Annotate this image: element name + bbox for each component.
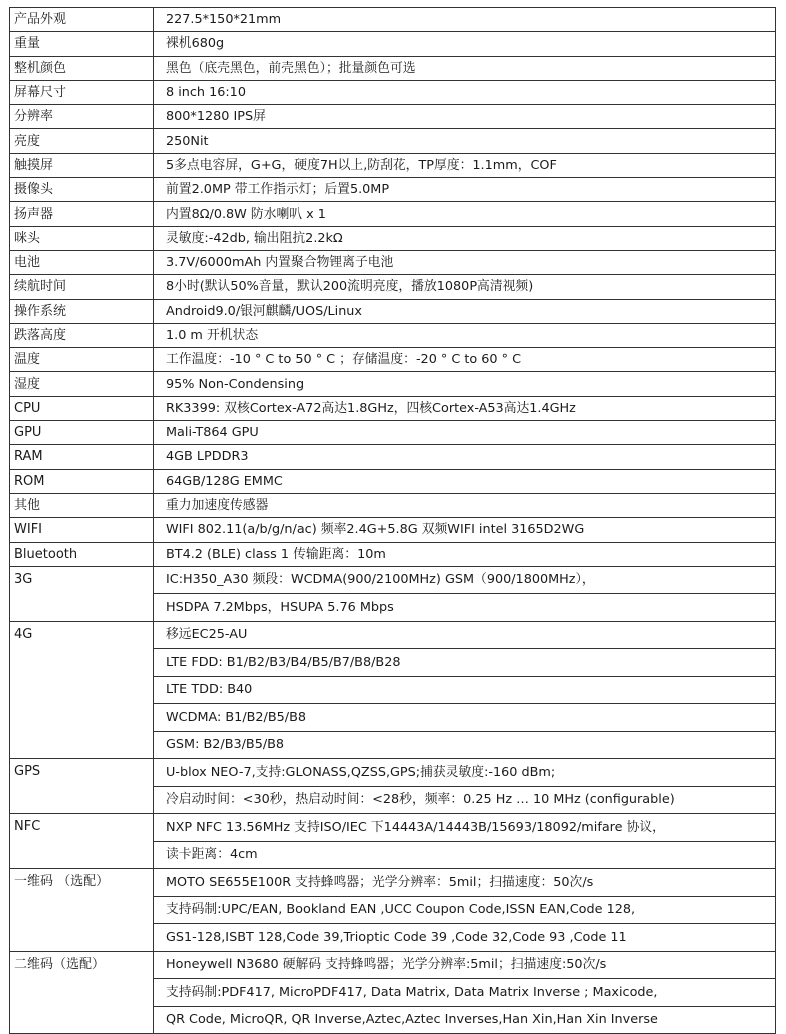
spec-value: 裸机680g	[154, 32, 776, 56]
spec-value: NXP NFC 13.56MHz 支持ISO/IEC 下14443A/14443B/15693/18092/mifare 协议，	[154, 814, 776, 842]
spec-value: 灵敏度:-42db, 输出阻抗2.2kΩ	[154, 226, 776, 250]
spec-value: HSDPA 7.2Mbps，HSUPA 5.76 Mbps	[154, 594, 776, 622]
table-row	[10, 178, 776, 202]
spec-value: 前置2.0MP 带工作指示灯；后置5.0MP	[154, 178, 776, 202]
spec-label: RAM	[10, 445, 154, 469]
table-row	[10, 250, 776, 274]
spec-value: 5多点电容屏，G+G，硬度7H以上,防刮花，TP厚度：1.1mm，COF	[154, 153, 776, 177]
table-row	[10, 32, 776, 56]
spec-label: 4G	[10, 621, 154, 759]
table-row	[10, 814, 776, 842]
spec-value: GSM: B2/B3/B5/B8	[154, 731, 776, 759]
spec-value: LTE TDD: B40	[154, 676, 776, 704]
spec-label: 整机颜色	[10, 56, 154, 80]
spec-value: WCDMA: B1/B2/B5/B8	[154, 704, 776, 732]
spec-value: 支持码制:UPC/EAN, Bookland EAN ,UCC Coupon Code,ISSN EAN,Code 128,	[154, 896, 776, 924]
spec-value: Android9.0/银河麒麟/UOS/Linux	[154, 299, 776, 323]
spec-label: 温度	[10, 348, 154, 372]
spec-value: 冷启动时间：<30秒，热启动时间：<28秒，频率：0.25 Hz … 10 MHz (configurable)	[154, 786, 776, 814]
spec-label: 电池	[10, 250, 154, 274]
spec-value: 重力加速度传感器	[154, 493, 776, 517]
table-row	[10, 323, 776, 347]
table-row	[10, 542, 776, 566]
table-row	[10, 566, 776, 594]
table-row	[10, 869, 776, 897]
spec-label: 咪头	[10, 226, 154, 250]
table-row	[10, 202, 776, 226]
table-row	[10, 153, 776, 177]
table-row	[10, 396, 776, 420]
spec-label: 二维码（选配）	[10, 951, 154, 1034]
spec-value: 95% Non-Condensing	[154, 372, 776, 396]
spec-value: 3.7V/6000mAh 内置聚合物锂离子电池	[154, 250, 776, 274]
spec-value: BT4.2 (BLE) class 1 传输距离：10m	[154, 542, 776, 566]
spec-value: 读卡距离：4cm	[154, 841, 776, 869]
spec-value: 黑色（底壳黑色，前壳黑色）；批量颜色可选	[154, 56, 776, 80]
spec-value: 4GB LPDDR3	[154, 445, 776, 469]
table-row	[10, 951, 776, 979]
spec-table-body	[10, 8, 776, 1034]
spec-value: 工作温度：-10 ° C to 50 ° C ；存储温度：-20 ° C to 60 ° C	[154, 348, 776, 372]
spec-value: LTE FDD: B1/B2/B3/B4/B5/B7/B8/B28	[154, 649, 776, 677]
table-row	[10, 105, 776, 129]
spec-value: RK3399: 双核Cortex-A72高达1.8GHz，四核Cortex-A53高达1.4GHz	[154, 396, 776, 420]
spec-value: WIFI 802.11(a/b/g/n/ac) 频率2.4G+5.8G 双频WIFI intel 3165D2WG	[154, 518, 776, 542]
spec-value: 8 inch 16:10	[154, 80, 776, 104]
spec-value: 8小时(默认50%音量，默认200流明亮度，播放1080P高清视频)	[154, 275, 776, 299]
table-row	[10, 8, 776, 32]
spec-label: WIFI	[10, 518, 154, 542]
spec-value: 250Nit	[154, 129, 776, 153]
spec-value: GS1-128,ISBT 128,Code 39,Trioptic Code 39 ,Code 32,Code 93 ,Code 11	[154, 924, 776, 952]
table-row	[10, 518, 776, 542]
table-row	[10, 299, 776, 323]
table-row	[10, 372, 776, 396]
spec-label: GPS	[10, 759, 154, 814]
spec-label: GPU	[10, 421, 154, 445]
table-row	[10, 421, 776, 445]
spec-table	[9, 7, 776, 1034]
spec-value: QR Code, MicroQR, QR Inverse,Aztec,Aztec Inverses,Han Xin,Han Xin Inverse	[154, 1006, 776, 1034]
spec-value: 64GB/128G EMMC	[154, 469, 776, 493]
spec-value: IC:H350_A30 频段：WCDMA(900/2100MHz) GSM（900/1800MHz），	[154, 566, 776, 594]
spec-label: 跌落高度	[10, 323, 154, 347]
spec-label: 产品外观	[10, 8, 154, 32]
table-row	[10, 493, 776, 517]
spec-label: 3G	[10, 566, 154, 621]
table-row	[10, 445, 776, 469]
spec-label: 扬声器	[10, 202, 154, 226]
spec-value: U-blox NEO-7,支持:GLONASS,QZSS,GPS;捕获灵敏度:-160 dBm;	[154, 759, 776, 787]
spec-value: 227.5*150*21mm	[154, 8, 776, 32]
spec-label: 摄像头	[10, 178, 154, 202]
spec-label: 分辨率	[10, 105, 154, 129]
table-row	[10, 759, 776, 787]
spec-value: 内置8Ω/0.8W 防水喇叭 x 1	[154, 202, 776, 226]
spec-label: 其他	[10, 493, 154, 517]
spec-label: 湿度	[10, 372, 154, 396]
spec-label: 重量	[10, 32, 154, 56]
spec-value: MOTO SE655E100R 支持蜂鸣器；光学分辨率：5mil；扫描速度：50次/s	[154, 869, 776, 897]
table-row	[10, 469, 776, 493]
table-row	[10, 56, 776, 80]
spec-value: 支持码制:PDF417, MicroPDF417, Data Matrix, Data Matrix Inverse ; Maxicode,	[154, 979, 776, 1007]
spec-label: 屏幕尺寸	[10, 80, 154, 104]
spec-label: 触摸屏	[10, 153, 154, 177]
spec-value: 移远EC25-AU	[154, 621, 776, 649]
spec-value: Honeywell N3680 硬解码 支持蜂鸣器；光学分辨率:5mil；扫描速度:50次/s	[154, 951, 776, 979]
table-row	[10, 129, 776, 153]
spec-label: CPU	[10, 396, 154, 420]
spec-label: NFC	[10, 814, 154, 869]
table-row	[10, 621, 776, 649]
table-row	[10, 348, 776, 372]
spec-value: 800*1280 IPS屏	[154, 105, 776, 129]
table-row	[10, 275, 776, 299]
table-row	[10, 80, 776, 104]
spec-label: 一维码 （选配）	[10, 869, 154, 952]
spec-label: 操作系统	[10, 299, 154, 323]
spec-value: 1.0 m 开机状态	[154, 323, 776, 347]
spec-value: Mali-T864 GPU	[154, 421, 776, 445]
table-row	[10, 226, 776, 250]
spec-label: 亮度	[10, 129, 154, 153]
spec-label: 续航时间	[10, 275, 154, 299]
spec-label: ROM	[10, 469, 154, 493]
spec-label: Bluetooth	[10, 542, 154, 566]
